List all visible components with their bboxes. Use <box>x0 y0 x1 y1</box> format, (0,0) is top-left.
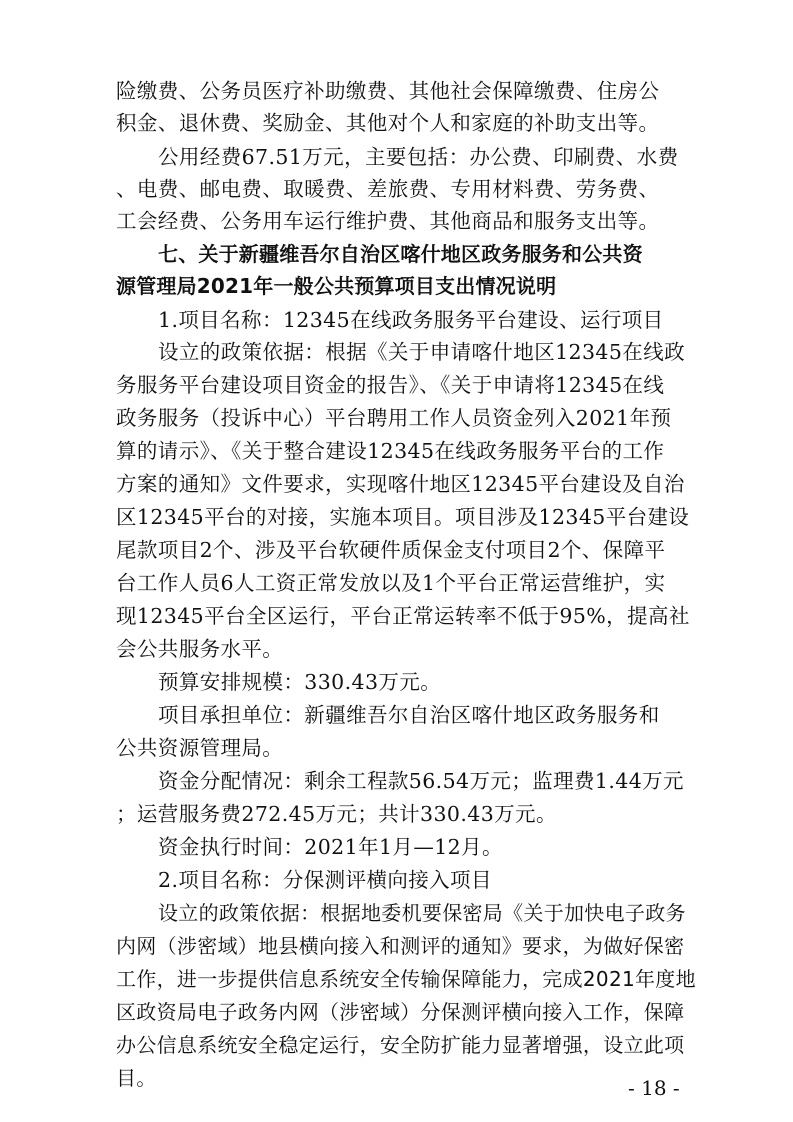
text-line: 公用经费67.51万元，主要包括：办公费、印刷费、水费 <box>158 145 679 169</box>
text-line: 预算安排规模：330.43万元。 <box>158 670 442 694</box>
text-line: 项目承担单位：新疆维吾尔自治区喀什地区政务服务和 <box>158 703 660 727</box>
text-line: 台工作人员6人工资正常发放以及1个平台正常运营维护，实 <box>116 571 666 595</box>
text-line: 内网（涉密域）地县横向接入和测评的通知》要求，为做好保密 <box>116 934 685 958</box>
text-line: 区12345平台的对接，实施本项目。项目涉及12345平台建设 <box>116 505 690 529</box>
text-line: 办公信息系统安全稳定运行，安全防扩能力显著增强，设立此项 <box>116 1033 685 1057</box>
text-line: 险缴费、公务员医疗补助缴费、其他社会保障缴费、住房公 <box>116 79 660 103</box>
section-heading: 源管理局2021年一般公共预算项目支出情况说明 <box>116 274 557 298</box>
page-number: - 18 - <box>628 1076 680 1100</box>
text-line: 区政资局电子政务内网（涉密域）分保测评横向接入工作，保障 <box>116 1000 685 1024</box>
text-line: 设立的政策依据：根据地委机要保密局《关于加快电子政务 <box>158 901 686 925</box>
text-line: 目。 <box>116 1066 157 1090</box>
text-line: 工会经费、公务用车运行维护费、其他商品和服务支出等。 <box>116 209 660 233</box>
item-title: 1.项目名称：12345在线政务服务平台建设、运行项目 <box>158 308 664 332</box>
text-line: 务服务平台建设项目资金的报告》、《关于申请将12345在线 <box>116 373 665 397</box>
text-line: 算的请示》、《关于整合建设12345在线政务服务平台的工作 <box>116 439 665 463</box>
text-line: 工作，进一步提供信息系统安全传输保障能力，完成2021年度地 <box>116 967 696 991</box>
section-heading: 七、关于新疆维吾尔自治区喀什地区政务服务和公共资 <box>158 242 643 266</box>
text-line: 公共资源管理局。 <box>116 736 284 760</box>
text-line: 方案的通知》文件要求，实现喀什地区12345平台建设及自治 <box>116 472 685 496</box>
text-line: 尾款项目2个、涉及平台软硬件质保金支付项目2个、保障平 <box>116 538 666 562</box>
text-line: 会公共服务水平。 <box>116 637 284 661</box>
text-line: 现12345平台全区运行，平台正常运转率不低于95%，提高社 <box>116 604 690 628</box>
item-title: 2.项目名称：分保测评横向接入项目 <box>158 868 492 892</box>
text-line: 、电费、邮电费、取暖费、差旅费、专用材料费、劳务费、 <box>116 177 660 201</box>
text-line: 设立的政策依据：根据《关于申请喀什地区12345在线政 <box>158 340 686 364</box>
text-line: 资金执行时间：2021年1月—12月。 <box>158 835 503 859</box>
text-line: 政务服务（投诉中心）平台聘用工作人员资金列入2021年预 <box>116 406 672 430</box>
text-line: 资金分配情况：剩余工程款56.54万元；监理费1.44万元 <box>158 769 684 793</box>
text-line: 积金、退休费、奖励金、其他对个人和家庭的补助支出等。 <box>116 111 660 135</box>
text-line: ；运营服务费272.45万元；共计330.43万元。 <box>116 802 557 826</box>
